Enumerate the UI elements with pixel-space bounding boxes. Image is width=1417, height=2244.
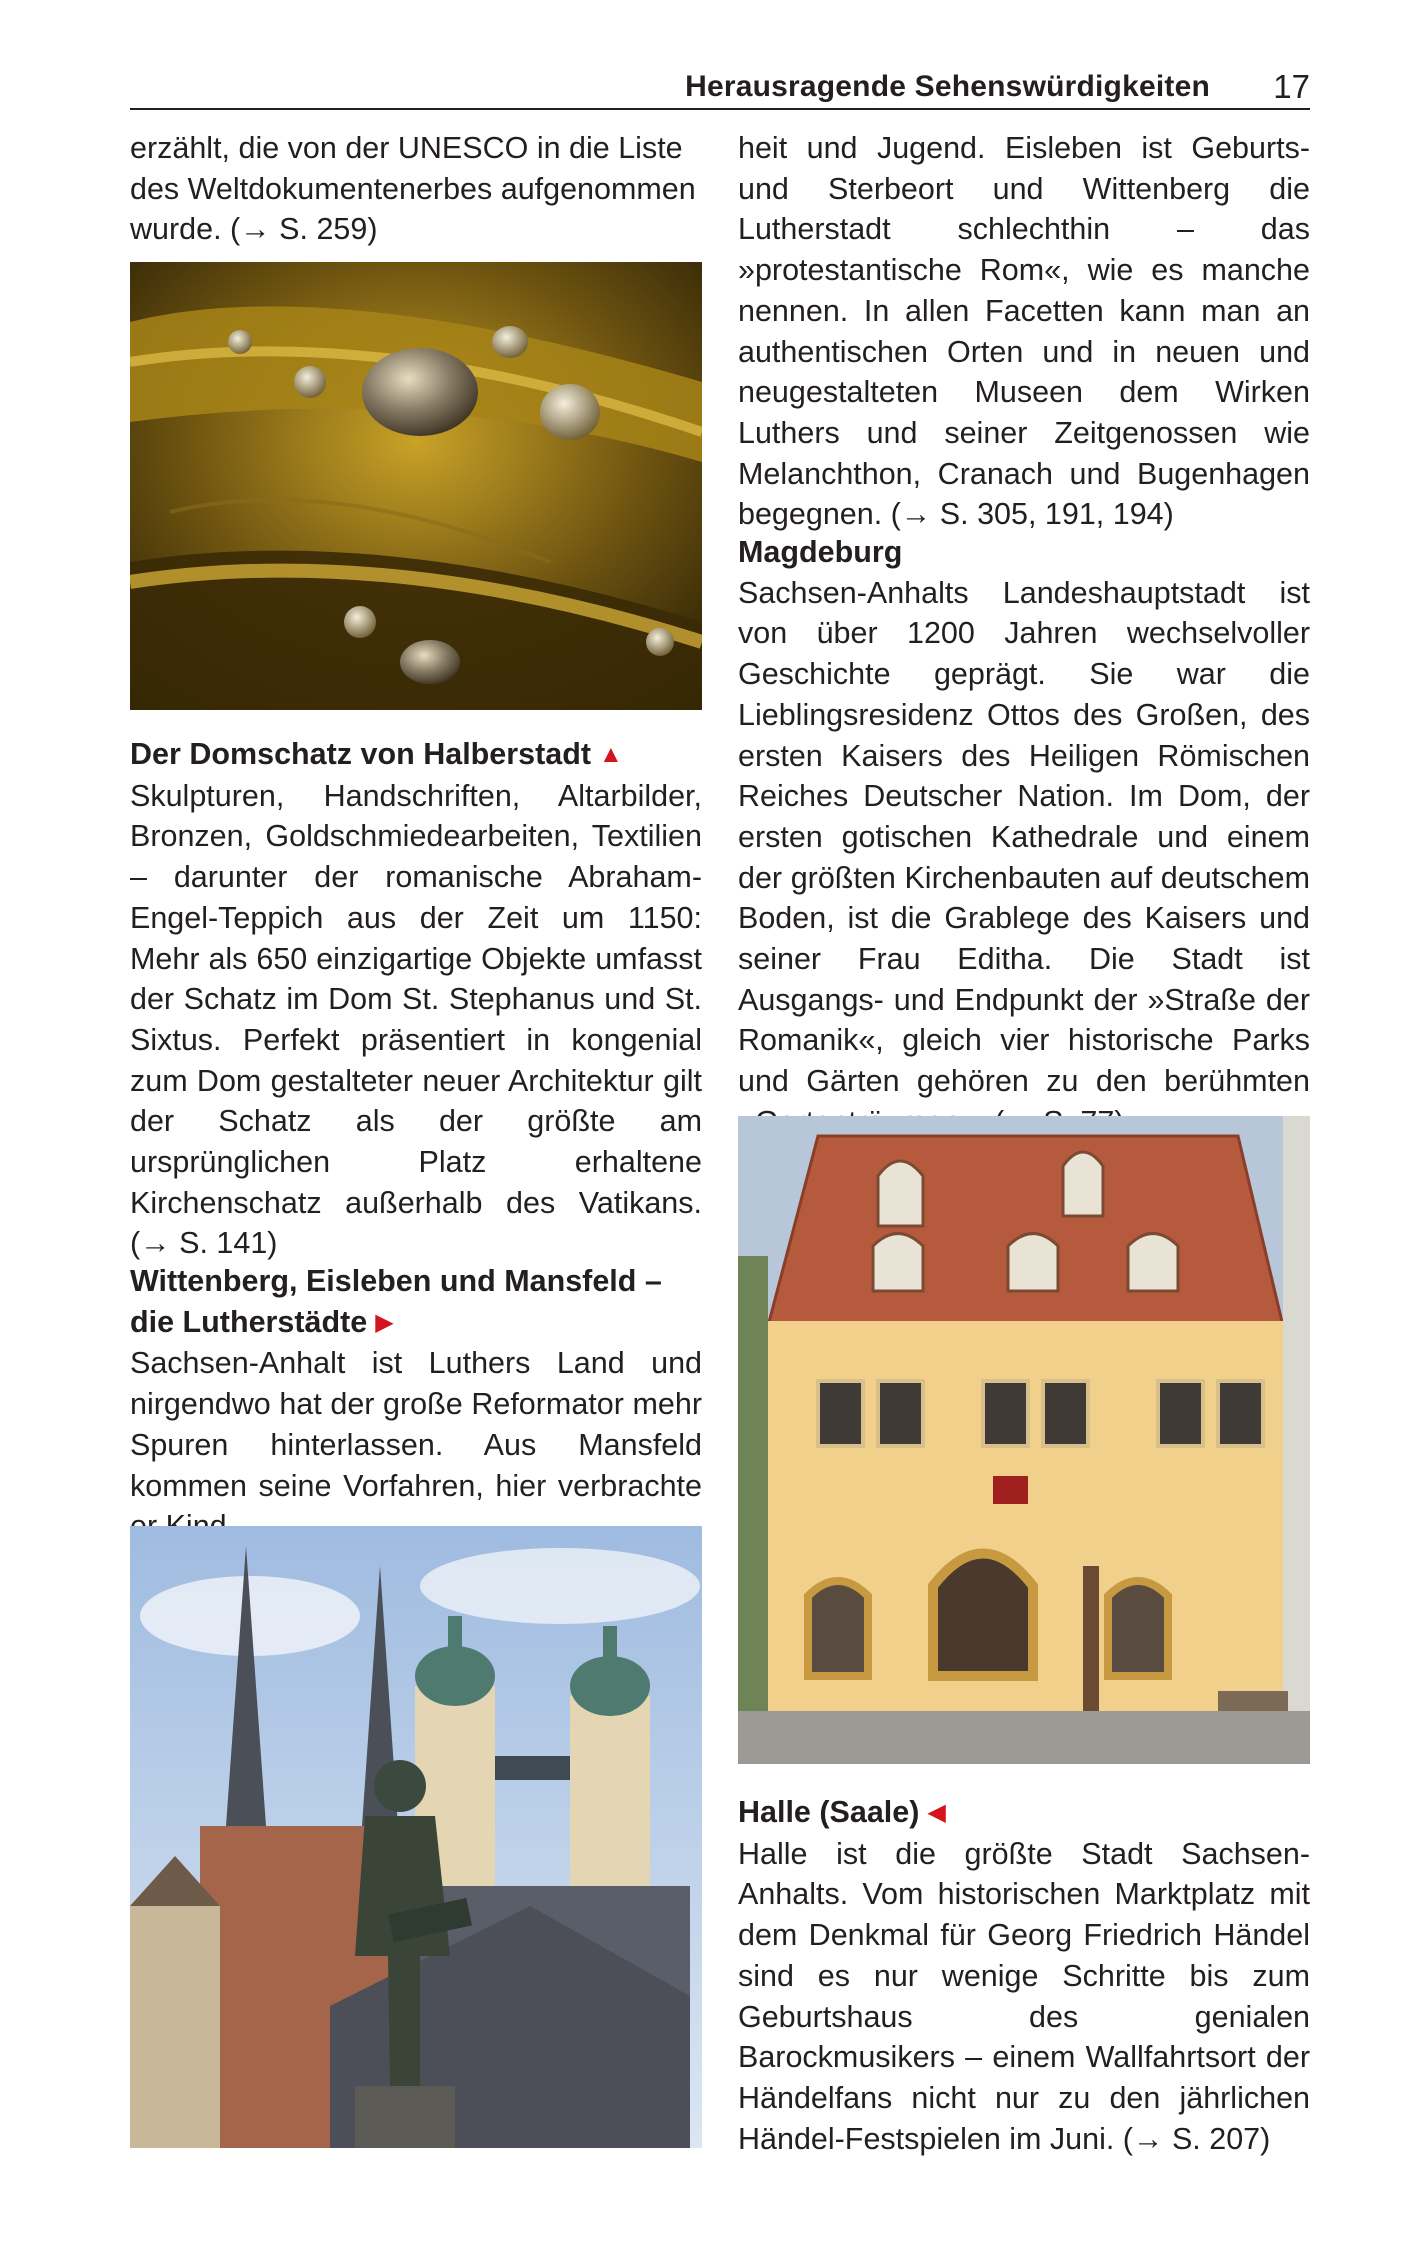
lutherhaus-photo <box>738 1116 1310 1764</box>
luther-title-line1: Wittenberg, Eisleben und Mansfeld – <box>130 1264 662 1298</box>
right-triangle-icon: ▶ <box>375 1308 394 1336</box>
page-number: 17 <box>1273 68 1310 105</box>
running-header <box>130 70 1310 110</box>
section-luther <box>130 1261 702 1547</box>
domschatz-heading <box>130 734 702 776</box>
section-magdeburg <box>738 532 1310 1143</box>
up-triangle-icon: ▲ <box>599 741 623 768</box>
magdeburg-heading: Magdeburg <box>738 535 903 569</box>
luther-continued <box>738 128 1310 535</box>
luther-text-continued: heit und Jugend. Eisleben ist Geburts- und Sterbeort und Wittenberg die Lutherstadt schlechthin – das »protestantische Rom«, wie es manche nennen. In allen Facetten kann man an authentischen Orten und in neuen und neugestalteten Museen dem Wirken Luthers und seiner Zeitgenossen wie Melanchthon, Cranach und Bugenhagen begegnen. (→ S. 305, 191, 194) <box>738 131 1310 532</box>
section-halle <box>738 1792 1310 2159</box>
section-domschatz <box>130 734 702 1264</box>
intro-block <box>130 128 702 250</box>
luther-text: Sachsen-Anhalt ist Luthers Land und nirgendwo hat der große Reformator mehr Spuren hinterlassen. Aus Mansfeld kommen seine Vorfahren, hier verbrachte <box>130 1346 702 1503</box>
magdeburg-text: Sachsen-Anhalts Landeshauptstadt ist von über 1200 Jahren wechselvoller Geschichte geprägt. Sie war die Lieblingsresidenz Ottos des Großen, des ersten Kaisers des Heiligen Römischen Reiches Deutscher Nation. Im Dom, der ersten gotischen Kathedrale und einem der größten Kirchenbauten auf deutschem Boden, ist die Grablege des Kaisers und seiner Frau Editha. Die Stadt ist Ausgangs- und Endpunkt der »Straße der Romanik«, gleich vier historische Parks und Gärten gehören zu den berühmten <box>738 575 1310 1099</box>
domschatz-photo <box>130 262 702 710</box>
domschatz-text: Skulpturen, Handschriften, Altarbilder, Bronzen, Goldschmiedearbeiten, Textilien – darunter der romanische Abraham-Engel-Teppich aus der Zeit um 1150: Mehr als 650 einzigartige Objekte umfasst der Schatz im Dom St. Stephanus und St. Sixtus. Perfekt präsentiert in kongenial zum Dom gestalteter neuer Architektur gilt der Schatz als der größte am ursprünglichen Platz erhaltene Kirchenschatz außerhalb des Vatikans. (→ S. 141) <box>130 778 702 1261</box>
luther-title-line2: die Lutherstädte <box>130 1304 368 1339</box>
halle-text: Halle ist die größte Stadt Sachsen-Anhalts. Vom historischen Marktplatz mit dem Denkmal für Georg Friedrich Händel sind es nur wenige Schritte bis zum Geburtshaus des genialen Barockmusikers – einem Wallfahrtsort der Händelfans nicht nur zu den jährlichen Händel-Festspielen im Juni. (→ S. 207) <box>738 1836 1310 2156</box>
section-title: Herausragende Sehenswürdigkeiten <box>685 70 1210 103</box>
domschatz-title: Der Domschatz von Halberstadt <box>130 737 591 771</box>
halle-title: Halle (Saale) <box>738 1795 920 1829</box>
halle-photo <box>130 1526 702 2148</box>
intro-text: erzählt, die von der UNESCO in die Liste des Weltdokumentenerbes aufgenommen wurde. (→ S. 259) <box>130 131 696 247</box>
left-triangle-icon: ◀ <box>927 1799 946 1826</box>
halle-heading <box>738 1792 1310 1834</box>
luther-heading <box>130 1261 702 1343</box>
